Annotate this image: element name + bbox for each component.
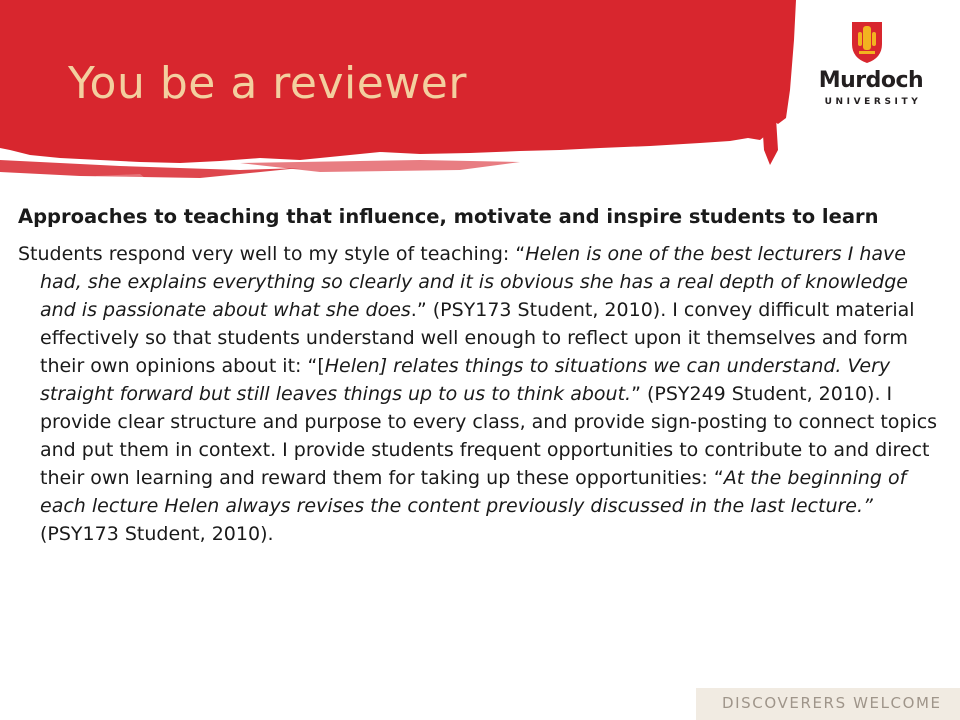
paragraph-text: .” (PSY173 Student, 2010). I convey difficult material effectively so that students understand well enough to reflect upon it themselves and form their own opinions about it: “[ [40, 299, 915, 377]
slide-content [18, 204, 938, 548]
student-quote: Helen is one of the best lecturers I have had, she explains everything so clearly and it is obvious she has a real depth of knowledge and is passionate about what she does [40, 243, 908, 321]
criterion-heading: Approaches to teaching that influence, motivate and inspire students to learn [18, 205, 879, 228]
footer-tagline-strip [696, 688, 960, 720]
logo-subtitle: UNIVERSITY [824, 97, 922, 107]
logo-name: Murdoch [818, 68, 924, 93]
slide-title: You be a reviewer [68, 58, 467, 109]
murdoch-logo [806, 20, 936, 130]
student-quote: Helen] relates things to situations we can understand. Very straight forward but still leaves things up to us to think about. [40, 355, 891, 405]
evidence-paragraph [18, 240, 938, 548]
crest-icon [850, 20, 884, 64]
paragraph-text: ” (PSY249 Student, 2010). I provide clear structure and purpose to every class, and provide sign-posting to connect topics and put them in context. I provide students frequent opportunities to contribute to and direct their own learning and reward them for taking up these opportunities: “ [40, 383, 938, 489]
paragraph-text: (PSY173 Student, 2010). [40, 523, 274, 545]
paragraph-text: Students respond very well to my style of teaching: “ [18, 243, 526, 265]
footer-tagline: DISCOVERERS WELCOME [722, 694, 942, 712]
student-quote: At the beginning of each lecture Helen always revises the content previously discussed in the last lecture.” [40, 467, 907, 517]
